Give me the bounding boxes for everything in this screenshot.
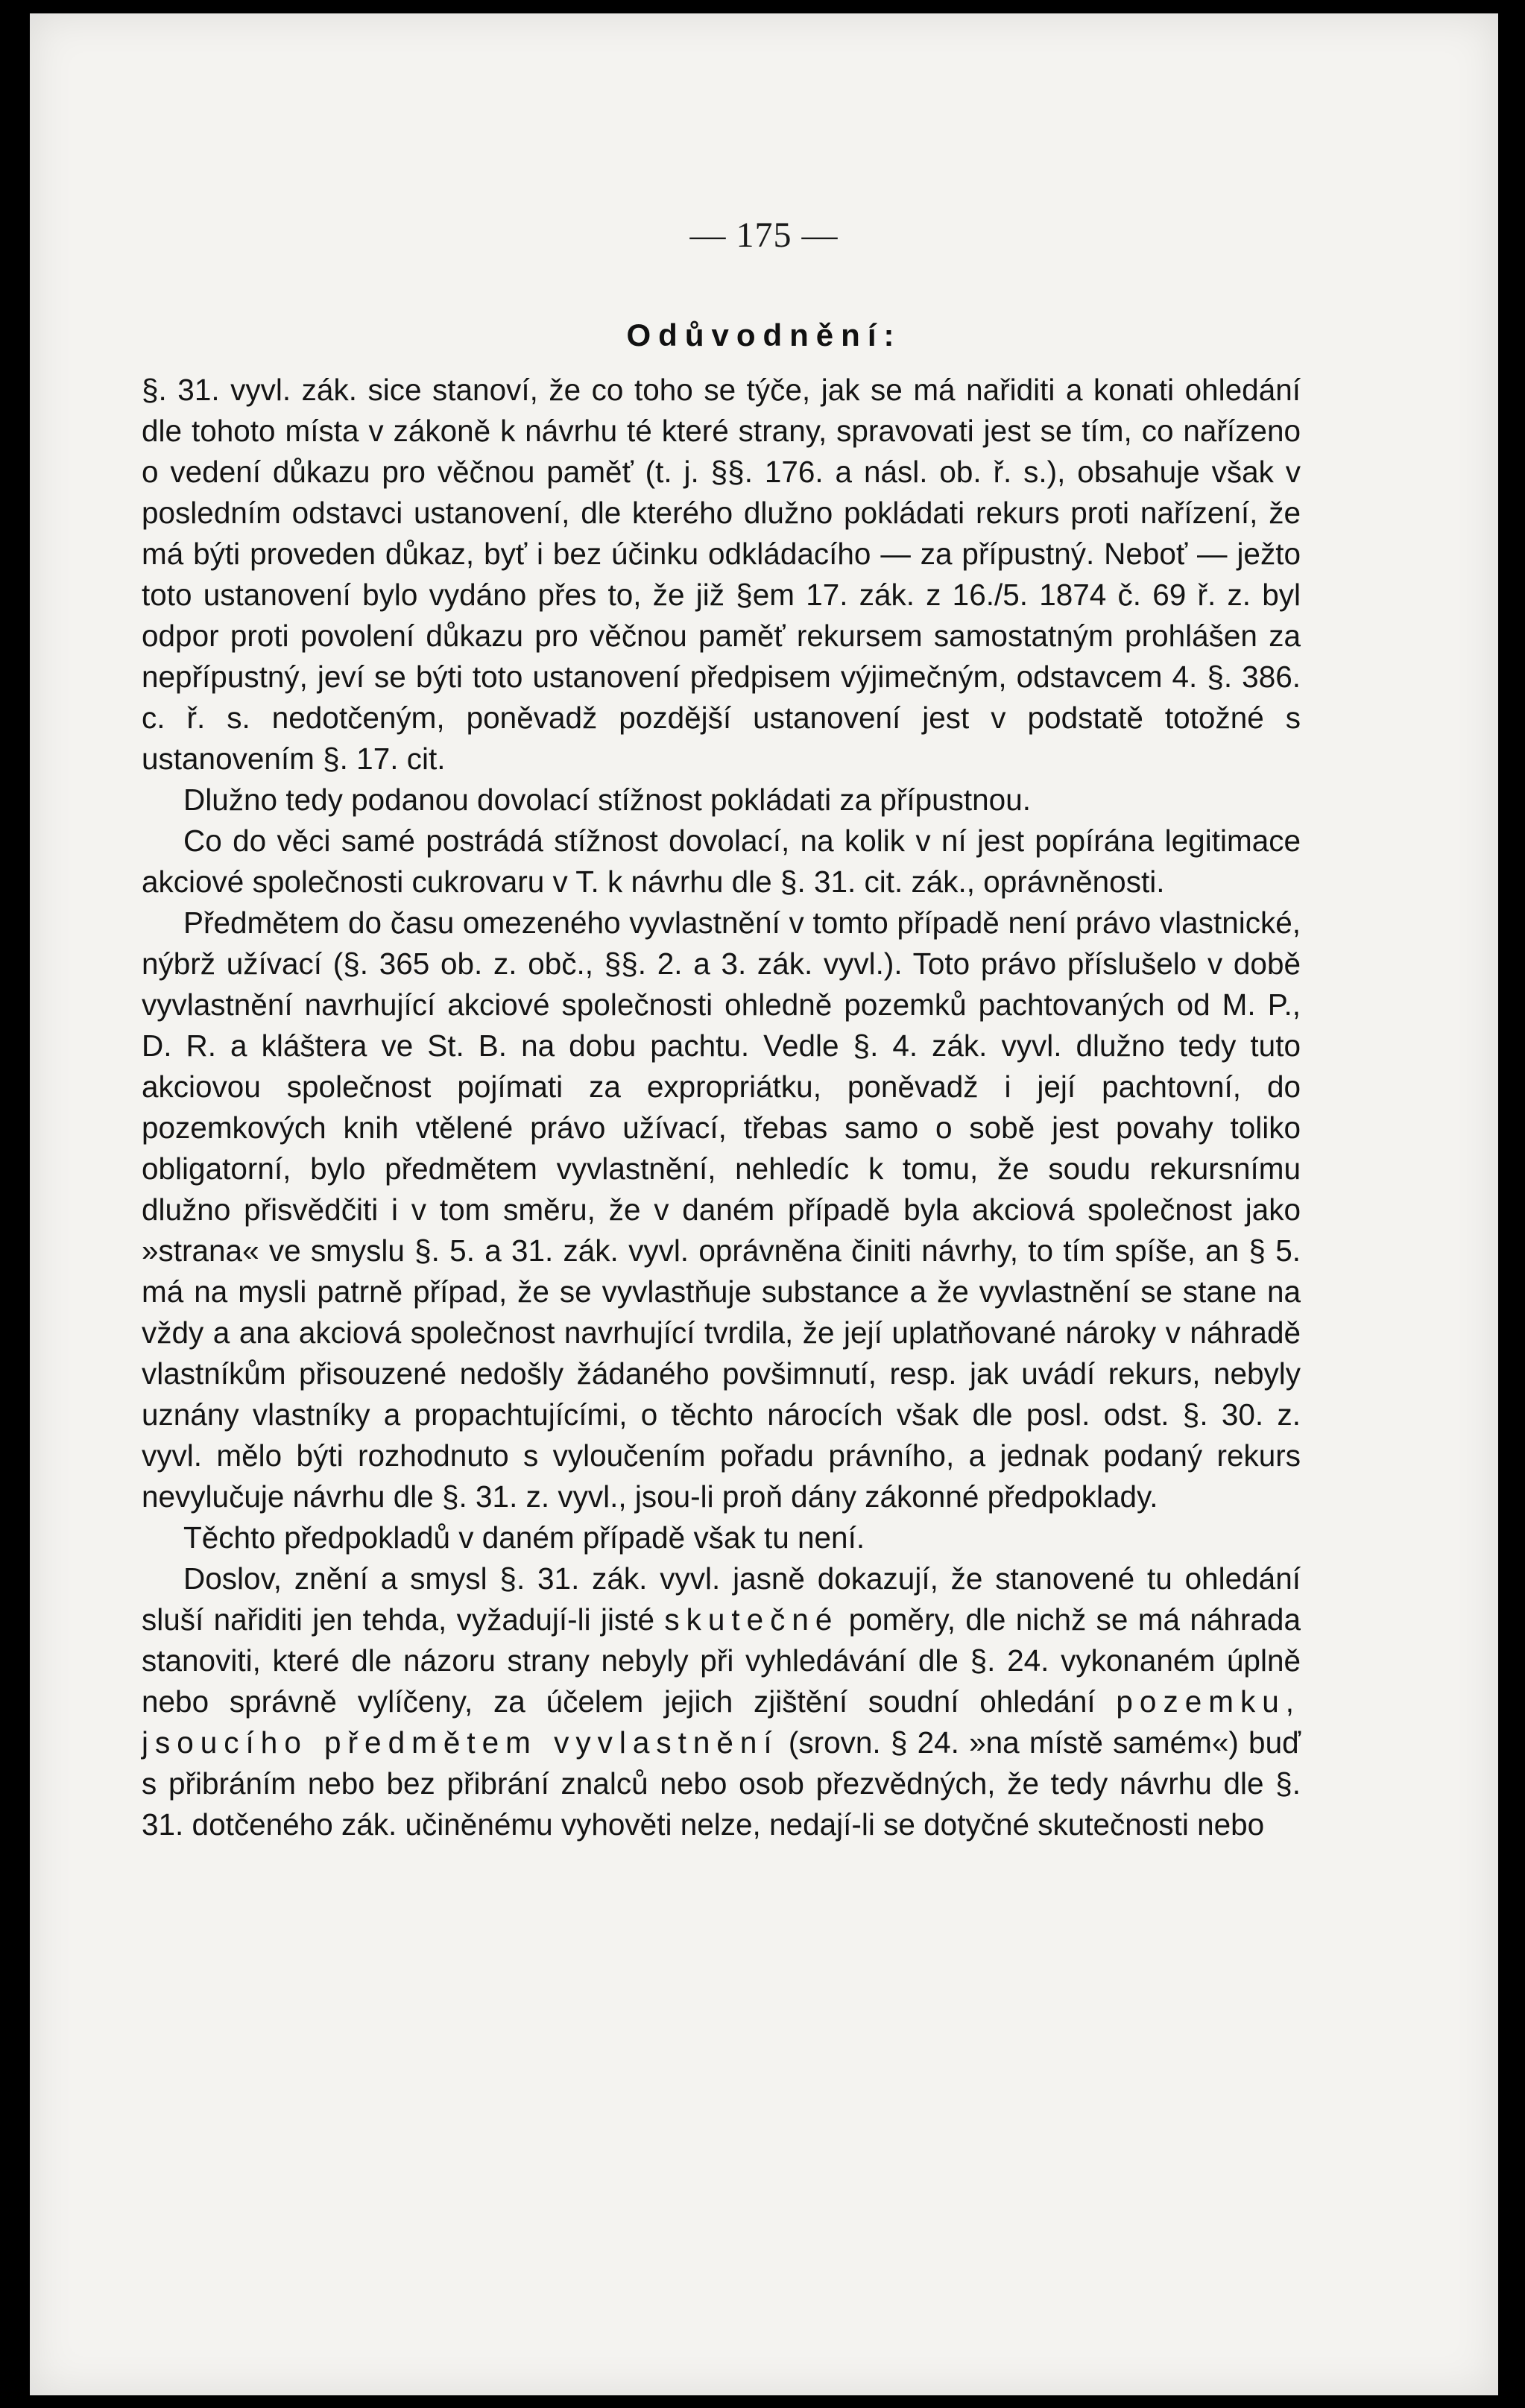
book-page [30,13,1498,2395]
body-text [142,370,1301,1845]
section-heading: Odůvodnění: [626,317,902,353]
page-number: — 175 — [689,215,839,255]
text-run: poměry, dle nichž se má náhrada stanoviti, které dle názoru strany nebyly při vyhledávání dle §. 24. vykonaném úplně nebo správně vylíčeny, za účelem jejich zjištění soudní ohledání [142,1602,1301,1719]
emphasized-text: skutečné [664,1602,839,1637]
paragraph-last [142,1558,1301,1845]
paragraph: §. 31. vyvl. zák. sice stanoví, že co toho se týče, jak se má nařiditi a konati ohledání dle tohoto místa v zákoně k návrhu té které strany, spravovati jest se tím, co nařízeno o vedení důkazu pro věčnou paměť (t. j. §§. 176. a násl. ob. ř. s.), obsahuje však v posledním odstavci ustanovení, dle kterého dlužno pokládati rekurs proti nařízení, že má býti proveden důkaz, byť i bez účinku odkládacího — za přípustný. Neboť — ježto toto ustanovení bylo vydáno přes to, že již §em 17. zák. z 16./5. 1874 č. 69 ř. z. byl odpor proti povolení důkazu pro věčnou paměť rekursem samostatným prohlášen za nepřípustný, jeví se býti toto ustanovení předpisem výjimečným, odstavcem 4. §. 386. c. ř. s. nedotčeným, poněvadž pozdější ustanovení jest v podstatě totožné s ustanovením §. 17. cit. [142,373,1301,776]
paragraph: Předmětem do času omezeného vyvlastnění v tomto případě není právo vlastnické, nýbrž užívací (§. 365 ob. z. obč., §§. 2. a 3. zák. vyvl.). Toto právo příslušelo v době vyvlastnění navrhující akciové společnosti ohledně pozemků pachtovaných od M. P., D. R. a kláštera ve St. B. na dobu pachtu. Vedle §. 4. zák. vyvl. dlužno tedy tuto akciovou společnost pojímati za expropriátku, poněvadž i její pachtovní, do pozemkových knih vtělené právo užívací, třebas samo o sobě jest povahy toliko obligatorní, bylo předmětem vyvlastnění, nehledíc k tomu, že soudu rekursnímu dlužno přisvědčiti i v tom směru, že v daném případě byla akciová společnost jako »strana« ve smyslu §. 5. a 31. zák. vyvl. oprávněna činiti návrhy, to tím spíše, an § 5. má na mysli patrně případ, že se vyvlastňuje substance a že vyvlastnění se stane na vždy a ana akciová společnost navrhující tvrdila, že její uplatňované nároky v náhradě vlastníkům přisouzené nedošly žádaného povšimnutí, resp. jak uvádí rekurs, nebyly uznány vlastníky a propachtujícími, o těchto nárocích však dle posl. odst. §. 30. z. vyvl. mělo býti rozhodnuto s vyloučením pořadu právního, a jednak podaný rekurs nevylučuje návrhu dle §. 31. z. vyvl., jsou-li proň dány zákonné předpoklady. [142,906,1301,1514]
paragraph: Dlužno tedy podanou dovolací stížnost pokládati za přípustnou. [183,783,1031,817]
paragraph: Co do věci samé postrádá stížnost dovolací, na kolik v ní jest popírána legitimace akciové společnosti cukrovaru v T. k návrhu dle §. 31. cit. zák., oprávněnosti. [142,824,1301,899]
text-run: (srovn. § 24. »na místě samém«) buď s přibráním nebo bez přibrání znalců nebo osob přezvědných, že tedy návrhu dle §. 31. dotčeného zák. učiněnému vyhověti nelze, nedají-li se dotyčné skutečnosti nebo [142,1725,1301,1842]
emphasized-text: pozemku, jsoucího předmětem vyvlastnění [142,1684,1301,1760]
text-run: Doslov, znění a smysl §. 31. zák. vyvl. jasně dokazují, že stanovené tu ohledání sluší nařiditi jen tehda, vyžadují-li jisté [142,1561,1301,1637]
paragraph: Těchto předpokladů v daném případě však tu není. [183,1520,865,1555]
